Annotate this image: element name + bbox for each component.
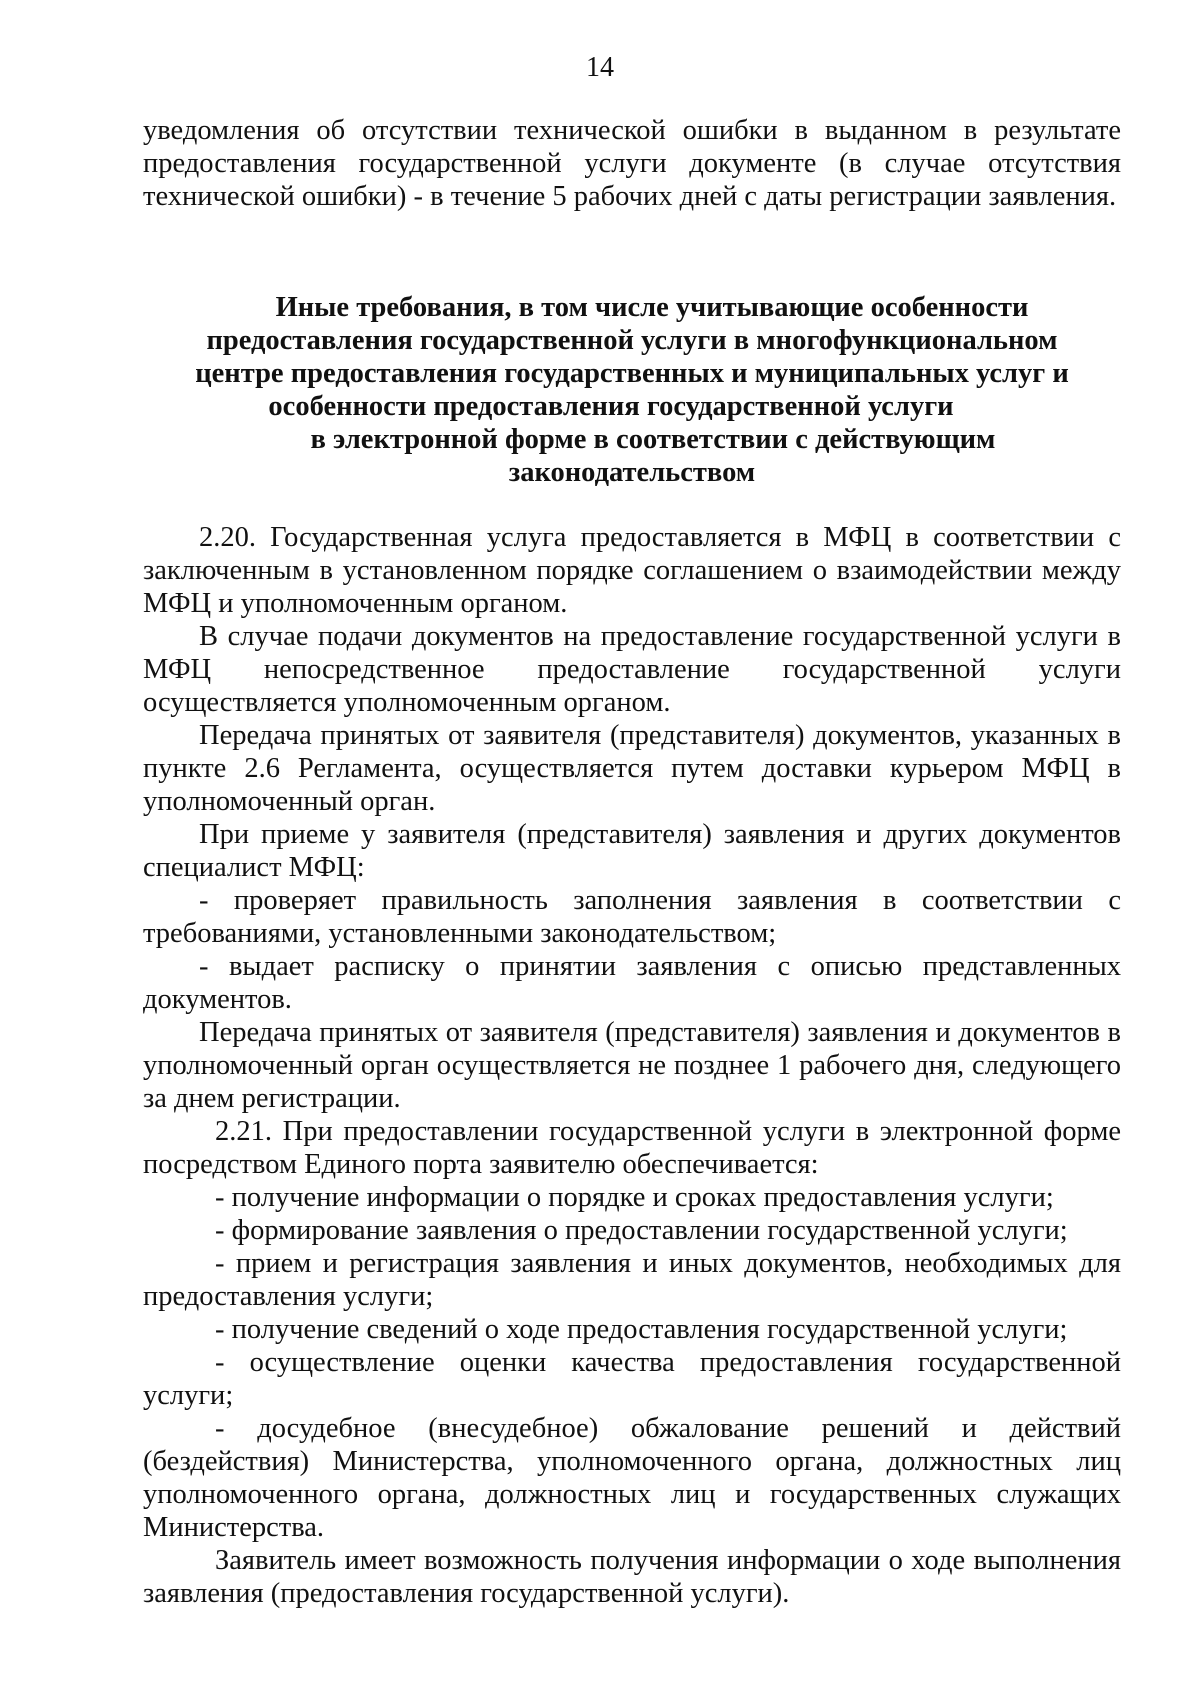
list-item: - досудебное (внесудебное) обжалование решений и действий (бездействия) Министерства, уполномоченного органа, должностных лиц уполномоченного органа, должностных лиц и государственных служащих Министерства. — [143, 1413, 1121, 1543]
page-number: 14 — [586, 52, 614, 83]
paragraph-2-21: 2.21. При предоставлении государственной услуги в электронной форме посредством Единого порта заявителю обеспечивается: — [143, 1116, 1121, 1180]
document-body — [143, 114, 1121, 1610]
paragraph: Заявитель имеет возможность получения информации о ходе выполнения заявления (предоставления государственной услуги). — [143, 1545, 1121, 1609]
heading-line: в электронной форме в соответствии с действующим — [310, 424, 996, 455]
heading-line: предоставления государственной услуги в многофункциональном — [206, 325, 1058, 356]
section-heading — [143, 291, 1121, 489]
list-item: - получение информации о порядке и сроках предоставления услуги; — [215, 1182, 1054, 1213]
paragraph: Передача принятых от заявителя (представителя) заявления и документов в уполномоченный орган осуществляется не позднее 1 рабочего дня, следующего за днем регистрации. — [143, 1017, 1121, 1114]
heading-line: особенности предоставления государственной услуги — [268, 391, 954, 422]
list-item: - прием и регистрация заявления и иных документов, необходимых для предоставления услуги; — [143, 1248, 1121, 1312]
list-item: - формирование заявления о предоставлении государственной услуги; — [215, 1215, 1068, 1246]
paragraph: Передача принятых от заявителя (представителя) документов, указанных в пункте 2.6 Регламента, осуществляется путем доставки курьером МФЦ в уполномоченный орган. — [143, 720, 1121, 817]
paragraph: При приеме у заявителя (представителя) заявления и других документов специалист МФЦ: — [143, 819, 1121, 883]
paragraphs — [143, 521, 1121, 1610]
paragraph-2-20: 2.20. Государственная услуга предоставляется в МФЦ в соответствии с заключенным в установленном порядке соглашением о взаимодействии между МФЦ и уполномоченным органом. — [143, 522, 1121, 619]
list-item: - получение сведений о ходе предоставления государственной услуги; — [215, 1314, 1068, 1345]
list-item: - выдает расписку о принятии заявления с описью представленных документов. — [143, 951, 1121, 1015]
list-item: - осуществление оценки качества предоставления государственной услуги; — [143, 1347, 1121, 1411]
heading-line: центре предоставления государственных и муниципальных услуг и — [195, 358, 1069, 389]
paragraph: В случае подачи документов на предоставление государственной услуги в МФЦ непосредственное предоставление государственной услуги осуществляется уполномоченным органом. — [143, 621, 1121, 718]
heading-line: законодательством — [508, 457, 756, 488]
heading-line: Иные требования, в том числе учитывающие особенности — [275, 292, 1029, 323]
list-item: - проверяет правильность заполнения заявления в соответствии с требованиями, установленными законодательством; — [143, 885, 1121, 949]
intro-paragraph: уведомления об отсутствии технической ошибки в выданном в результате предоставления государственной услуги документе (в случае отсутствия технической ошибки) - в течение 5 рабочих дней с даты регистрации заявления. — [143, 115, 1121, 212]
